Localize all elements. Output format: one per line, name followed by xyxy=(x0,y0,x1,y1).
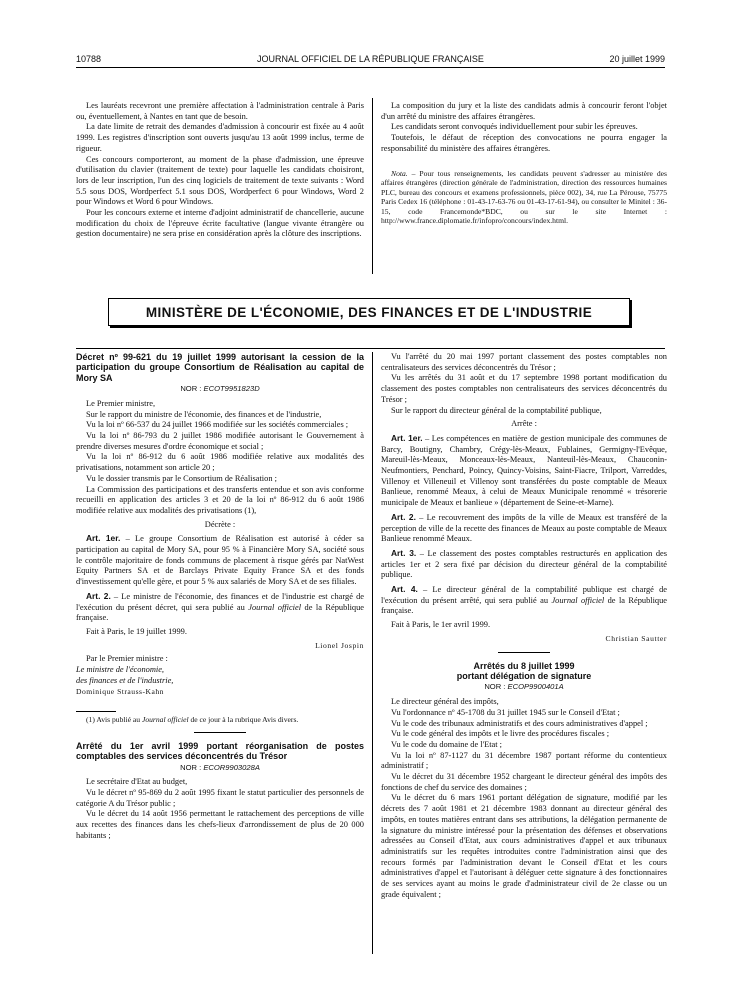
article-label: Art. 4. xyxy=(391,584,418,595)
arrete-nor: NOR : ECOR9903028A xyxy=(180,762,260,772)
paragraph: Vu le dossier transmis par le Consortium de Réalisation ; xyxy=(86,473,277,483)
decree-title: Décret nº 99-621 du 19 juillet 1999 autorisant la cession de la participation du groupe Consortium de Réalisation au capital de Mory SA xyxy=(76,352,364,383)
nota-paragraph xyxy=(381,169,667,226)
paragraph: Vu l'ordonnance nº 45-1708 du 31 juillet 1945 sur le Conseil d'Etat ; xyxy=(391,707,620,717)
nor-code: ECOP9900401A xyxy=(507,682,564,692)
article-1: Art. 1er. – Les compétences en matière de gestion municipale des communes de Barcy, Boutigny, Chambry, Crégy-lès-Meaux, Fublaines, Germigny-l'Evêque, Mareuil-lès-Meaux, Monceaux-lès-Meaux, Nanteuil-lès-Meaux, Chauconin-Neufmontiers, Penchard, Poincy, Quincy-Voisins, Saint-Fiacre, Trilport, Varreddes, Villenoy et Villeneuil et Villenoy sont transférées du poste comptable de Meaux Banlieue, renommé Meaux, à celui de Meaux Municipale renommé « trésorerie municipale de Meaux et banlieue » (département de Seine-et-Marne). xyxy=(381,432,667,508)
arrete-title: Arrêté du 1er avril 1999 portant réorganisation de postes comptables des services déconcentrés du Trésor xyxy=(76,740,364,762)
header-rule xyxy=(76,67,665,68)
column-divider xyxy=(372,352,373,954)
paragraph: Vu le code général des impôts et le livre des procédures fiscales ; xyxy=(391,729,610,739)
paragraph: Ces concours comporteront, au moment de la phase d'admission, une épreuve d'utilisation du clavier (traitement de texte) pour laquelle les candidats choisiront, lors de leur inscription, l'un des cinq logiciels de traitement de texte suivants : Word 5.5 sous DOS, Wordperfect 5.1 sous DOS, Wordperfect 6 pour Windows, Word 2 pour Windows et Word 6 pour Windows. xyxy=(76,154,364,207)
separator-rule xyxy=(498,652,550,653)
paragraph: Vu le décret nº 95-869 du 2 août 1995 fixant le statut particulier des personnels de catégorie A du Trésor public ; xyxy=(76,787,364,808)
article-4: Art. 4. – Le directeur général de la comptabilité publique est chargé de l'exécution du présent arrêté, qui sera publié au Journal officiel de la République française. xyxy=(381,584,668,616)
paragraph: La date limite de retrait des demandes d'admission à concourir est fixée au 4 août 1999. Les registres d'inscription sont ouverts jusqu'au 13 août 1999 inclus, terme de rigueur. xyxy=(76,122,364,153)
paragraph: Vu l'arrêté du 20 mai 1997 portant classement des postes comptables non centralisateurs des services déconcentrés du Trésor ; xyxy=(381,352,667,372)
nota-text: – Pour tous renseignements, les candidats peuvent s'adresser au ministère des affaires étrangères (direction générale de l'administration, direction des ressources humaines PLC, bureau des concours et examens professionnels, pièce 002), 34, rue La Pérouse, 75775 Paris Cedex 16 (téléphone : 01-43-17-63-76 ou 01-43-17-61-94), ou consulter le Minitel : 36-15, code Francemonde*BDC, ou sur le site Internet : http://www.france.diplomatie.fr/infopro/concours/index.html. xyxy=(381,168,667,226)
ministry-banner xyxy=(108,298,630,326)
decree-nor: NOR : ECOT9951823D xyxy=(180,384,260,394)
paragraph: Le directeur général des impôts, xyxy=(391,697,499,707)
minister-title-1: Le ministre de l'économie, xyxy=(76,665,165,675)
paragraph: Pour les concours externe et interne d'adjoint administratif de chancellerie, aucune modification du choix de l'épreuve écrite facultative (langue vivante étrangère ou gestion documentaire) ne sera prise en considération après la clôture des inscriptions. xyxy=(76,208,364,239)
signature: Lionel Jospin xyxy=(315,640,364,650)
column-divider xyxy=(372,98,373,274)
paragraph: Les lauréats recevront une première affectation à l'administration centrale à Paris ou, éventuellement, à Nantes en tant que de besoin. xyxy=(76,101,364,121)
par-line: Par le Premier ministre : xyxy=(86,654,168,664)
minister-title-2: des finances et de l'industrie, xyxy=(76,675,174,685)
paragraph: Vu la loi nº 87-1127 du 31 décembre 1987 portant réforme du contentieux administratif ; xyxy=(381,750,667,771)
paragraph: Le Premier ministre, xyxy=(86,398,156,408)
paragraph: Vu la loi nº 66-537 du 24 juillet 1966 modifiée sur les sociétés commerciales ; xyxy=(86,420,349,430)
fait-line: Fait à Paris, le 1er avril 1999. xyxy=(391,620,491,630)
paragraph: Sur le rapport du ministre de l'économie, des finances et de l'industrie, xyxy=(86,409,322,419)
nota-label: Nota. xyxy=(391,168,408,178)
section-rule xyxy=(76,348,665,349)
paragraph: Vu le code du domaine de l'Etat ; xyxy=(391,739,503,749)
paragraph: Les candidats seront convoqués individuellement pour subir les épreuves. xyxy=(391,122,638,132)
paragraph: Vu le décret du 31 décembre 1952 chargeant le directeur général des impôts des fonctions de chef du service des domaines ; xyxy=(381,772,667,792)
article-label: Art. 1er. xyxy=(86,533,121,544)
footnote: (1) Avis publié au Journal officiel de ce jour à la rubrique Avis divers. xyxy=(86,715,299,725)
left-column xyxy=(76,352,364,841)
ministry-title: MINISTÈRE DE L'ÉCONOMIE, DES FINANCES ET DE L'INDUSTRIE xyxy=(145,304,593,320)
article-1: Art. 1er. – Le groupe Consortium de Réalisation est autorisé à céder sa participation au capital de Mory SA, pour 95 % à Financière Mory SA, société sous le contrôle majoritaire de fonds communs de placement à risque gérés par NatWest Equity Partners SA et de Barclays Private Equity France SA et des fonds d'investissement qu'elle gère, et pour 5 % aux salariés de Mory SA et de ses filiales. xyxy=(76,533,364,587)
article-label: Art. 3. xyxy=(391,547,417,558)
issue-date: 20 juillet 1999 xyxy=(609,54,665,64)
paragraph: Le secrétaire d'Etat au budget, xyxy=(86,777,188,787)
paragraph: La composition du jury et la liste des candidats admis à concourir feront l'objet d'un arrêté du ministre des affaires étrangères. xyxy=(381,101,667,121)
running-header xyxy=(76,54,665,68)
arrete-heading: Arrête : xyxy=(511,419,537,429)
paragraph: Vu le code des tribunaux administratifs et des cours administratives d'appel ; xyxy=(391,718,648,728)
paragraph: Vu la loi nº 86-912 du 6 août 1986 modifiée relative aux modalités des privatisations, notamment son article 20 ; xyxy=(76,452,364,473)
paragraph: Vu la loi nº 86-793 du 2 juillet 1986 modifiée autorisant le Gouvernement à prendre diverses mesures d'ordre économique et social ; xyxy=(76,431,364,451)
top-right-column xyxy=(381,101,667,226)
paragraph: Toutefois, le défaut de réception des convocations ne pourra engager la responsabilité du ministère des affaires étrangères. xyxy=(381,133,667,153)
paragraph: Sur le rapport du directeur général de la comptabilité publique, xyxy=(391,405,602,415)
footnote-rule xyxy=(76,711,116,712)
top-left-column xyxy=(76,101,364,240)
page-number: 10788 xyxy=(76,54,102,64)
article-2: Art. 2. – Le recouvrement des impôts de la ville de Meaux est transféré de la perception de ville de la recette des finances de Meaux au poste comptable de Meaux Banlieue renommé Meaux. xyxy=(381,511,667,544)
paragraph: Vu le décret du 14 août 1956 permettant le rattachement des perceptions de ville aux recettes des finances dans les chefs-lieux d'arrondissement de plus de 20 000 habitants ; xyxy=(76,809,364,840)
article-label: Art. 2. xyxy=(391,511,416,522)
article-label: Art. 2. xyxy=(86,590,111,601)
article-label: Art. 1er. xyxy=(391,432,423,443)
article-3: Art. 3. – Le classement des postes comptables restructurés en application des articles 1er et 2 sera fixé par décision du directeur général de la comptabilité publique. xyxy=(381,547,667,580)
paragraph: La Commission des participations et des transferts entendue et son avis conforme recueilli en application des articles 3 et 20 de la loi nº 86-912 du 6 août 1986 modifiée relative aux modalités des privatisations (1), xyxy=(76,484,364,515)
minister-name: Dominique Strauss-Kahn xyxy=(76,686,164,696)
paragraph: Vu le décret du 6 mars 1961 portant délégation de signature, modifié par les décrets des 7 août 1981 et 21 décembre 1983 donnant au directeur général des impôts, en toutes matières entrant dans ses attributions, la délégation permanente de la signature du ministre intéressé pour la présentation des défenses et observations adressées au Conseil d'Etat, aux cours administratives d'appel et aux tribunaux administratifs sur les requêtes introduites contre l'administration ainsi que des recours formés par l'administration devant le Conseil d'Etat et les cours administratives d'appel et l'autorisant à déléguer cette signature à des fonctionnaires de ses services ayant au moins le grade d'administrateur civil de 2e classe ou un grade équivalent ; xyxy=(381,793,667,899)
paragraph: Vu les arrêtés du 31 août et du 17 septembre 1998 portant modification du classement des postes comptables non centralisateurs des services déconcentrés du Trésor ; xyxy=(381,373,667,404)
arretes-title-line-2: portant délégation de signature xyxy=(456,670,592,681)
signature: Christian Sautter xyxy=(605,633,667,643)
nor-code: ECOR9903028A xyxy=(203,762,260,772)
fait-line: Fait à Paris, le 19 juillet 1999. xyxy=(86,626,187,636)
right-column xyxy=(381,352,667,900)
nor-code: ECOT9951823D xyxy=(203,384,260,394)
arretes-title-line-1: Arrêtés du 8 juillet 1999 xyxy=(473,660,575,671)
arretes-nor: NOR : ECOP9900401A xyxy=(484,682,564,692)
separator-rule xyxy=(194,732,246,733)
article-2: Art. 2. – Le ministre de l'économie, des finances et de l'industrie est chargé de l'exécution du présent décret, qui sera publié au Journal officiel de la République française. xyxy=(76,590,365,623)
decrete-heading: Décrète : xyxy=(204,519,236,529)
journal-title: JOURNAL OFFICIEL DE LA RÉPUBLIQUE FRANÇAISE xyxy=(257,54,484,64)
